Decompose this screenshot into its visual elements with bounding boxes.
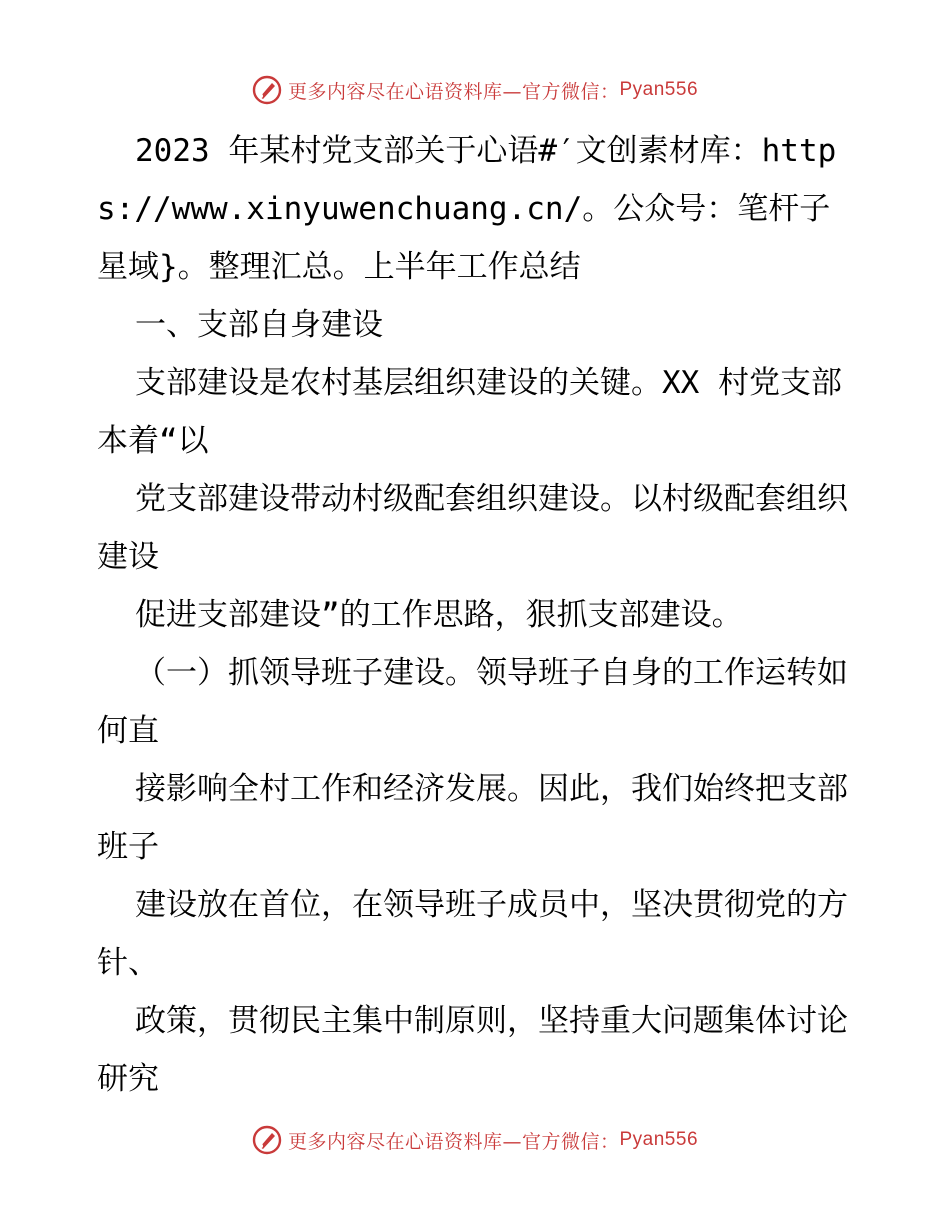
paragraph: 政策，贯彻民主集中制原则，坚持重大问题集体讨论研究: [97, 1003, 848, 1097]
paragraph: 接影响全村工作和经济发展。因此，我们始终把支部班子: [97, 771, 848, 865]
paragraph-section-heading: 一、支部自身建设: [135, 307, 383, 343]
pen-nib-logo-icon: [252, 75, 282, 105]
footer-banner: [0, 1120, 950, 1160]
document-body: [97, 122, 857, 1108]
footer-banner-text: 更多内容尽在心语资料库—官方微信：: [287, 1130, 620, 1153]
header-banner-text: 更多内容尽在心语资料库—官方微信：: [287, 80, 620, 103]
paragraph-title: 2023 年某村党支部关于心语#′文创素材库：https://www.xinyuwenchuang.cn/。公众号：笔杆子星域}。整理汇总。上半年工作总结: [97, 133, 837, 285]
header-banner: [0, 70, 950, 110]
paragraph: 支部建设是农村基层组织建设的关键。XX 村党支部本着“以: [97, 365, 842, 459]
pen-nib-logo-icon: [252, 1125, 282, 1155]
paragraph: 促进支部建设”的工作思路，狠抓支部建设。: [135, 597, 743, 633]
header-wechat-id: Pyan556: [619, 79, 699, 100]
paragraph-subheading: （一）抓领导班子建设。领导班子自身的工作运转如何直: [97, 655, 848, 749]
paragraph: 建设放在首位，在领导班子成员中，坚决贯彻党的方针、: [97, 887, 848, 981]
footer-wechat-id: Pyan556: [619, 1129, 699, 1150]
paragraph: 党支部建设带动村级配套组织建设。以村级配套组织建设: [97, 481, 848, 575]
